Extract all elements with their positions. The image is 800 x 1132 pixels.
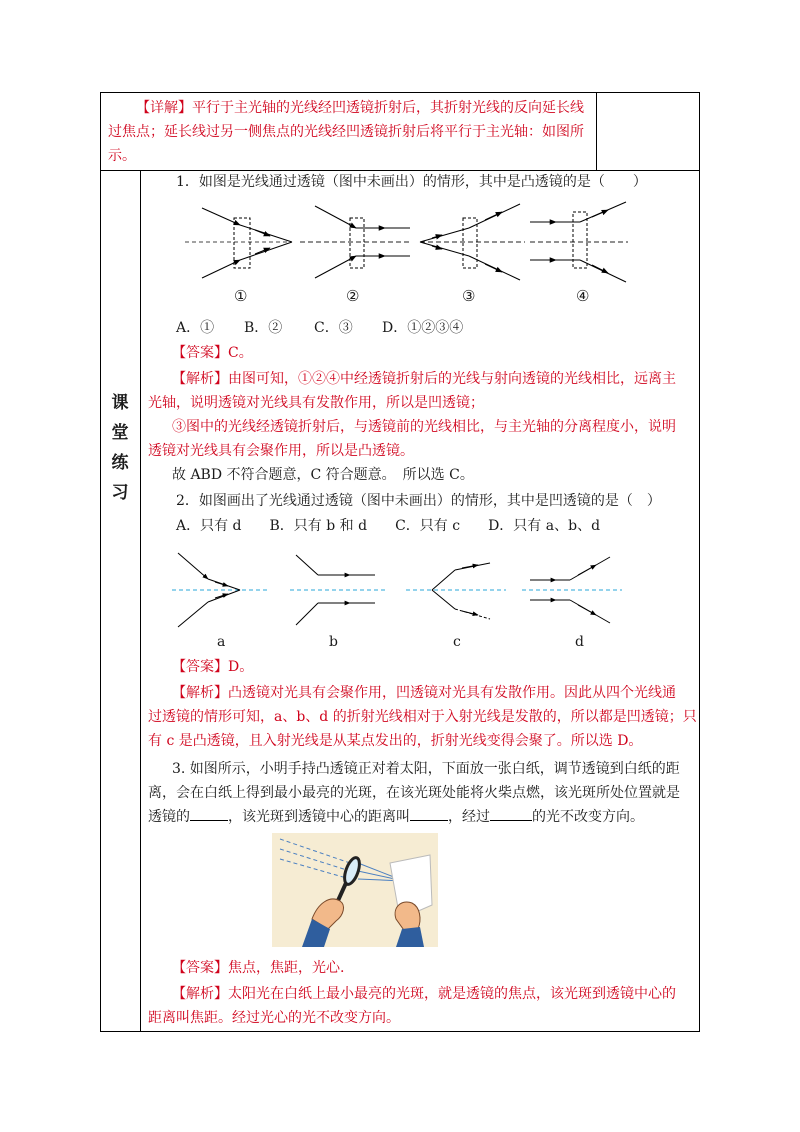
q3-answer: 【答案】焦点，焦距，光心.: [172, 960, 345, 976]
q3-blank-2[interactable]: [410, 806, 448, 821]
q2-analysis-3: 有 c 是凸透镜，且入射光线是从某点发出的，折射光线变得会聚了。所以选 D。: [148, 733, 643, 749]
q1-stem: 1．如图是光线通过透镜（图中未画出）的情形，其中是凸透镜的是（ ）: [176, 174, 647, 190]
q1-option-b: B．②: [244, 320, 283, 336]
q1-fig-label-4: ④: [576, 287, 590, 305]
q3-line-2: 离，会在白纸上得到最小最亮的光斑，在该光斑处能将火柴点燃，该光斑所处位置就是: [148, 785, 680, 801]
q2-stem: 2．如图画出了光线通过透镜（图中未画出）的情形，其中是凹透镜的是（ ）: [176, 493, 661, 509]
detail-label: 【详解】: [136, 100, 192, 116]
q2-fig-label-a: a: [217, 634, 226, 650]
q2-diagram-a: [172, 553, 270, 627]
q1-diagram-4: [530, 202, 628, 282]
detail-line-3: 示。: [108, 148, 136, 164]
q2-answer: 【答案】D。: [172, 659, 254, 675]
q3-analysis-2: 距离叫焦距。经过光心的光不改变方向。: [148, 1010, 400, 1026]
table-divider-right: [596, 92, 597, 170]
q2-analysis-1: 【解析】凸透镜对光具有会聚作用，凹透镜对光具有发散作用。因此从四个光线通: [172, 685, 676, 701]
q3-analysis-1: 【解析】太阳光在白纸上最小最亮的光斑，就是透镜的焦点，该光斑到透镜中心的: [172, 986, 676, 1002]
q1-analysis-4: 透镜对光线具有会聚作用，所以是凸透镜。: [148, 443, 414, 459]
q1-fig-label-2: ②: [346, 287, 360, 305]
q1-option-c: C．③: [314, 320, 353, 336]
q2-fig-label-d: d: [575, 634, 584, 650]
q1-diagram-1: [185, 208, 292, 278]
detail-line-1: 【详解】平行于主光轴的光线经凹透镜折射后，其折射光线的反向延长线: [136, 100, 584, 116]
q3-line-3: 透镜的 ，该光斑到透镜中心的距离叫 ，经过 的光不改变方向。: [148, 805, 644, 829]
q1-diagram-2: [300, 206, 412, 278]
q2-diagram-b: [290, 555, 388, 625]
q2-diagram-c: [406, 563, 506, 619]
q1-answer: 【答案】C。: [172, 345, 253, 361]
q2-options: A．只有 d B．只有 b 和 d C．只有 c D．只有 a、b、d: [176, 518, 601, 534]
q3-line-1: 3. 如图所示，小明手持凸透镜正对着太阳，下面放一张白纸，调节透镜到白纸的距: [172, 761, 680, 777]
magnifier-illustration: [272, 833, 438, 947]
q2-fig-label-c: c: [453, 634, 461, 650]
q1-fig-label-3: ③: [462, 287, 476, 305]
q1-option-a: A．①: [176, 320, 215, 336]
section-side-label: 课 堂 练 习: [111, 393, 129, 503]
q2-analysis-2: 过透镜的情形可知，a、b、d 的折射光线相对于入射光线是发散的，所以都是凹透镜；只: [148, 709, 697, 725]
table-divider-left: [140, 170, 141, 1032]
q1-analysis-2: 光轴，说明透镜对光线具有发散作用，所以是凹透镜；: [148, 395, 484, 411]
q1-fig-label-1: ①: [234, 287, 248, 305]
q2-figure: [170, 545, 630, 635]
q1-analysis-1: 【解析】由图可知，①②④中经透镜折射后的光线与射向透镜的光线相比，远离主: [172, 371, 676, 387]
q3-blank-3[interactable]: [490, 806, 532, 821]
q3-blank-1[interactable]: [190, 806, 228, 821]
q1-option-d: D．①②③④: [382, 320, 464, 336]
q1-figure: [180, 198, 630, 310]
q2-fig-label-b: b: [329, 634, 338, 650]
q1-analysis-3: ③图中的光线经透镜折射后，与透镜前的光线相比，与主光轴的分离程度小，说明: [172, 419, 676, 435]
q1-diagram-3: [420, 204, 525, 280]
q2-diagram-d: [522, 557, 622, 623]
detail-line-2: 过焦点；延长线过另一侧焦点的光线经凹透镜折射后将平行于主光轴：如图所: [108, 124, 584, 140]
q1-conclusion: 故 ABD 不符合题意，C 符合题意。 所以选 C。: [172, 467, 474, 483]
